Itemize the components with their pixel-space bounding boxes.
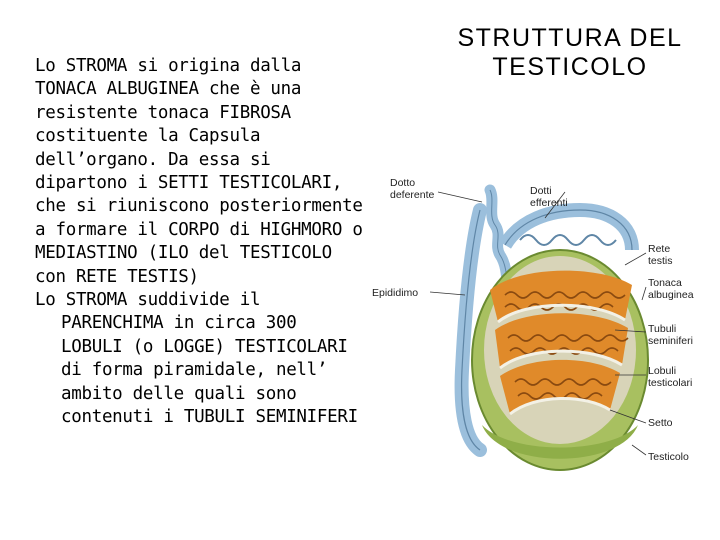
label-tubuli: Tubuli seminiferi	[648, 323, 693, 347]
testis-illustration	[370, 170, 710, 480]
testis-diagram	[370, 170, 710, 480]
stroma-origin-paragraph: Lo STROMA si origina dalla TONACA ALBUGINEA che è una resistente tonaca FIBROSA costituente la Capsula dell’organo. Da essa si dipartono i SETTI TESTICOLARI, che si riuniscono posteriormente a formare il CORPO di HIGHMORO o MEDIASTINO (ILO del TESTICOLO con RETE TESTIS)	[35, 56, 363, 287]
description-text	[35, 55, 365, 430]
stroma-lobuli-paragraph: Lo STROMA suddivide il PARENCHIMA in circa 300 LOBULI (o LOGGE) TESTICOLARI di forma piramidale, nell’ ambito delle quali sono contenuti i TUBULI SEMINIFERI	[35, 290, 358, 428]
label-setto: Setto	[648, 417, 673, 429]
label-lobuli: Lobuli testicolari	[648, 365, 693, 389]
label-epididimo: Epididimo	[372, 287, 419, 299]
label-tonaca: Tonaca albuginea	[648, 277, 694, 301]
label-dotti-efferenti: Dotti efferenti	[530, 185, 568, 209]
label-dotto: Dotto deferente	[390, 177, 435, 201]
testis-body	[472, 250, 648, 470]
label-testicolo: Testicolo	[648, 451, 689, 463]
figure-title: STRUTTURA DEL TESTICOLO	[457, 24, 683, 81]
label-rete-testis: Rete testis	[648, 243, 673, 267]
